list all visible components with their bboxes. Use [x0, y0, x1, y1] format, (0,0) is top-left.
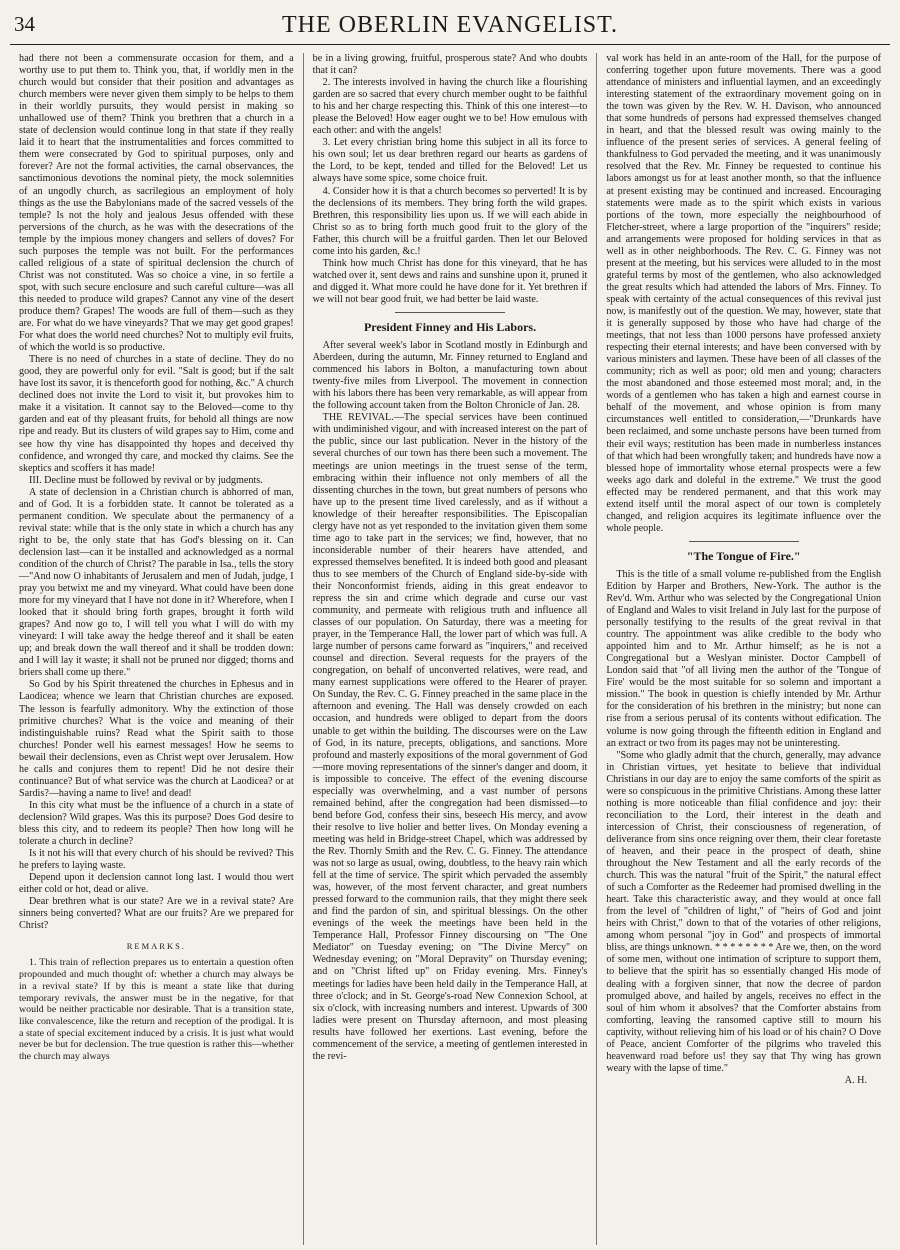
- paragraph: Think how much Christ has done for this vineyard, that he has watched over it, sent dews and rains and sunshine upon it, pruned it and digged it. What more could he have done for it. Yet brethren if we will not bear good fruit, we had better be laid waste.: [312, 257, 588, 305]
- signature: A. H.: [844, 1074, 868, 1086]
- masthead: [10, 6, 890, 45]
- paragraph: A state of declension in a Christian church is abhorred of man, and of God. It is a forbidden state. It cannot be tolerated as a permanent condition. We speculate about the permanency of a revival state: while that is the only state in which a church has any right to be, the only state that has God's blessing on it. Can declension last—can it be installed and acknowledged as a normal condition of the church of Christ? The parable in Isa., tells the story—"And now O inhabitants of Jerusalem and men of Judah, judge, I pray you betwixt me and my vineyard. What could have been done more for my vineyard that I have not done in it? Wherefore, when I looked that it should bring forth grapes, brought it forth wild grapes? And now go to, I will tell you what I will do with my vineyard: I will take away the hedge thereof and it shall be eaten up; and break down the wall thereof and it shall be trodden down: and I will lay it waste; it shall not be pruned nor digged; thorns and briers shall come up there.": [19, 486, 294, 679]
- columns: [10, 53, 890, 1245]
- column-left: [10, 53, 303, 1245]
- paragraph: This is the title of a small volume re-published from the English Edition by Harper and Brothers, New-York. The author is the Rev'd. Wm. Arthur who was selected by the Congregational Union of England and Wales to visit Ireland in July last for the purpose of personally testifying to the results of the great revival in that country. The appointment was alike credible to the body who appointed him and to Mr. Arthur himself; as he is not a Congregational but a Weslyan minister. Doctor Campbell of London said that "of all living men the author of the 'Tongue of Fire' would be the most suitable for so solemn and important a mission." The book in question is chiefly intended by Mr. Arthur for the consideration of his brethren in the ministry; but none can rise from a serious perusal of its contents without edification. The volume is now going through the fifteenth edition in England and an extract or two from its pages may not be uninteresting.: [606, 568, 882, 749]
- paragraph: After several week's labor in Scotland mostly in Edinburgh and Aberdeen, during the autumn, Mr. Finney returned to England and commenced his labors in Bolton, a manufacturing town about twenty-five miles from Liverpool. The movement in connection with his labors there has been very remarkable, as will appear from the following account taken from the Bolton Chronicle of Jan. 28.: [312, 340, 588, 412]
- article-heading: "The Tongue of Fire.": [686, 548, 801, 563]
- paragraph: had there not been a commensurate occasion for them, and a worthy use to put them to. Think you, that, if worldly men in the church would but consider that their position and advantages as church members were never given them simply to be helps to them in their worldly pursuits, they would persist in making so unhallowed use of them? Think you brethren that a church in a state of declension would continue long in that state if they really laid it to heart that the instrumentalities and forces committed to them were consecrated by God to spiritual purposes, only and forever? Are not the formal activities, the carnal observances, the sanctimonious devotions the nominal piety, the mock solemnities of an ungodly church, as sacrilegious an employment of holy things as the use the Babylonians made of the sacred vessels of the temple? Is not the holy and jealous Jesus offended with these perversions of the church, as he was with the desecrations of the temple by the impious money changers and sellers of doves? For such purposes the temple was not built. For the performances called religious of a state of spiritual declension the church of Christ was not constituted. Was so choice a vine, in so fertile a spot, with such secure enclosure and such careful culture—was all this needed to produce wild grapes? Cannot any vine of the desert produce them? Grapes! The woods are full of them—such as they are. For what do we have vineyards? That we may get good grapes! For what does the world need churches? Not to multiply evil fruits, of which the world is so productive.: [19, 53, 294, 354]
- paragraph: Depend upon it declension cannot long last. I would thou wert either cold or hot, dead or alive.: [19, 872, 294, 896]
- paragraph: 3. Let every christian bring home this subject in all its force to his own soul; let us dear brethren regard our hearts as gardens of the Lord, to be kept, tended and tilled for the Beloved! Let us always have some spice, some choice fruit.: [312, 137, 588, 185]
- divider: [689, 541, 799, 542]
- article-heading: President Finney and His Labors.: [363, 319, 537, 334]
- paragraph: 4. Consider how it is that a church becomes so perverted! It is by the declensions of its members. They bring forth the wild grapes. Brethren, this responsibility lies upon us. If we will each abide in Christ so as to bring forth much good fruit to the glory of the Father, this church will be a fruitful garden. Then let our Beloved come into his garden, &c.!: [312, 185, 588, 257]
- paragraph: There is no need of churches in a state of decline. They do no good, they are powerful only for evil. "Salt is good; but if the salt have lost its savor, it is thenceforth good for nothing, &c." A church declined does not invite the Lord to visit it, but provokes him to make it a visitation. It cannot say to the Beloved—come to thy garden and eat of thy pleasant fruits, for behold all things are now ripe and ready. But its clusters of wild grapes say to Him, come and see how thy vine has disappointed thy hopes and deceived thy confidence, and wronged thy care, and mocked thy claims. See the skeptics and scoffers it has made!: [19, 354, 294, 474]
- newspaper-title: THE OBERLIN EVANGELIST.: [281, 12, 619, 38]
- section-subheading: REMARKS.: [126, 941, 186, 952]
- paragraph: Is it not his will that every church of his should be revived? This he prefers to laying waste.: [19, 848, 294, 872]
- paragraph: THE REVIVAL.—The special services have been continued with undiminished vigour, and with increased interest on the part of the public, since our last publication. Never in the history of the several churches of our town has there been such a movement. The meetings are union meetings in the truest sense of the term, embracing within their influence not only members of all the dissenting churches in the town, but great numbers of persons who have up to the present time lived carelessly, and as if without a knowledge of their hereafter responsibilities. The Episcopalian clergy have not as yet responded to the invitation given them some time ago to take part in the services; we find, however, that no inconsiderable number of their hearers have attended, and expressed themselves benefited. It is indeed both good and pleasant thus to see members of the Church of England side-by-side with their Nonconformist friends, aiding in this great endeavor to repress the sin and crime which degrade and curse our vast community, and permeate with religious truth and influence all classes of our population. On Saturday, there was a meeting for prayer, in the Temperance Hall, the lower part of which was full. A large number of persons came forward as "inquirers," and received counsel and direction. Several requests for the prayers of the congregation, on behalf of unconverted relatives, were read, and many earnest supplications were offered to the Hearer of prayer. On Sunday, the Rev. C. G. Finney preached in the same place in the afternoon and evening. The Hall was densely crowded on each occasion, and hundreds were obliged to depart from the doors unable to get within the building. The discourses were on the Law of God, in its nature, precepts, obligations, and sanctions. More profound and masterly expositions of the moral government of God—more moving representations of the sinner's danger and doom, it is impossible to conceive. The effect of the evening discourse especially was overwhelming, and a vast number of persons remained behind, after the congregation had been dismissed—to bend before God, confess their sins, beseech His mercy, and avow their resolve to live holier and better lives. On Monday evening a meeting was held in Bridge-street Chapel, which was addressed by the Rev. Thornly Smith and the Rev. C. G. Finney. The attendance was not so large as usual, owing, doubtless, to the heavy rain which fell at the time of service. The spirit which pervaded the assembly was, however, of the most fervent character, and great numbers pressed forward to the communion rails, that they might there seek and find the pardon of sin, and spiritual blessings. On the other evenings of the week the meetings have been held in the Temperance Hall, Professor Finney discoursing on "The One Mediator" on Tuesday evening; on "The Divine Mercy" on Wednesday evening; on "Moral Depravity" on Thursday evening; and on "Christ lifted up" on Friday evening. Mrs. Finney's meetings for ladies have been held daily in the Temperance Hall, at three o'clock; and in St. George's-road New Connexion School, at six o'clock, with increasing numbers and interest. Upwards of 300 ladies were present on Thursday afternoon, and most pleasing results have followed her exertions. Last evening, before the commencement of the service, a meeting of gentlemen interested in the revi-: [312, 412, 588, 1062]
- paragraph: 2. The interests involved in having the church like a flourishing garden are so sacred that every church member ought to be faithful to his and her charge respecting this. Think of this one interest—to please the Beloved! How eager ought we to be! How emulous with each other: and with the angels!: [312, 77, 588, 137]
- divider: [395, 312, 505, 313]
- paragraph: val work has held in an ante-room of the Hall, for the purpose of conferring together upon future movements. There was a good attendance of ministers and influential laymen, and an exceedingly interesting statement of the extraordinary movement going on in the town was given by the Rev. W. H. Davison, who announced that some hundreds of persons had expressed themselves changed in heart, and that the blessed result was owing mainly to the influence of the present series of services. A general feeling of thankfulness to God pervaded the meeting, and it was unanimously resolved that the Rev. Mr. Finney be requested to continue his labors amongst us for at least another month, so that the influence at present existing may be continued and increased. Encouraging statements were made as to the spirit which exists in various portions of the town, more especially the neighbourhood of Fletcher-street, where a large proportion of the "inquirers" reside; and arrangements were proposed for holding services in that as well as in other neighborhoods. The Rev. C. G. Finney was not present at the meeting, but his services were alluded to in the most grateful terms by most of the gentlemen, who also acknowledged the great results which had attended the labors of Mrs. Finney. To speak with certainty of the actual consequences of this revival just now, is manifestly out of the question. We may, however, state that it is generally supposed by those who have had charge of the meetings, that not less than 1000 persons have professed anxiety respecting their eternal interests; and have been conversed with by various ministers and laymen. These have been of all classes of the community; rich as well as poor; old men and young; characters the most abandoned and those esteemed most moral; and, in the words of a gentlemen who has taken a high and earnest course in behalf of the movement, and whose opinion is from many circumstances well entitled to consideration,—"Drunkards have been reclaimed, and some unchaste persons have been turned from their evil ways; restitution has been made in numberless instances of that which had been wrongfully taken; and hundreds have now a blessed hope of immortality whose eternal prospects were a few weeks ago dark and doleful in the extreme." We trust the good effected may be rendered permanent, and that this work may extend itself until the moral aspect of our town is completely changed, and religion acquires its legitimate influence over the whole people.: [606, 53, 882, 534]
- paragraph: "Some who gladly admit that the church, generally, may advance in Christian virtues, yet hesitate to believe that individual Christians in our day are to enjoy the same comforts of the spirit as were so conspicuous in the primitive Christians. Among these latter nothing is more noticeable than filial confidence and joy: their reconciliation to the Lord, their interest in the death and intercession of Christ, their consciousness of regeneration, of deliverance from sins once reigning over them, their clear foretaste of heaven, and their peace in the prospect of death, shine throughout the New Testament and all the early records of the church. This was the natural "fruit of the Spirit," the natural effect of such a Comforter as the Redeemer had promised dwelling in the heart. Take this characteristic away, and they would at once fall from the level of "children of light," of "heirs of God and joint heirs with Christ," down to that of the votaries of other religions, among whom personal "joy in God" and prospects of immortal bliss, are things unknown. * * * * * * * * Are we, then, on the word of some men, without one intimation of scripture to support them, to believe that the spirit has so essentially changed His mode of dealing with a forgiven sinner, that now the decree of pardon promulged above, and hailed by angels, receives no effect in the soul of him whom it absolves? that the Comforter abstains from comforting, leaving the ransomed captive still to mourn his captivity, without relieving him of his load or of his chain? O Dove of Peace, ancient Comforter of the pilgrims who traveled this heavenward road before us! they say that Thy wing has grown weary with the lapse of time.": [606, 749, 882, 1074]
- paragraph: So God by his Spirit threatened the churches in Ephesus and in Laodicea; whence we learn that Christian churches are exposed. The lesson is fearfully admonitory. Why the extinction of those primitive churches? What is the voice and meaning of their indistinguishable ruins? Read what the Spirit saith to those churches! Ponder well his earnest messages! How he seems to bewail their declensions, even as Christ wept over Jerusalem. How he calls and conjures them to repent! Did he not desire their continuance? But of what service was the church at Laodicea? or at Sardis?—having a name to live! and dead!: [19, 679, 294, 799]
- paragraph: III. Decline must be followed by revival or by judgments.: [29, 474, 263, 486]
- paragraph: In this city what must be the influence of a church in a state of declension? Wild grapes. Was this its purpose? Does God desire to bless this city, and to redeem its people? Then how long will he tolerate a church in decline?: [19, 799, 294, 848]
- paragraph: be in a living growing, fruitful, prosperous state? And who doubts that it can?: [312, 53, 588, 77]
- page-number: 34: [14, 12, 35, 36]
- column-middle: [303, 53, 597, 1245]
- column-right: [596, 53, 890, 1245]
- paragraph: 1. This train of reflection prepares us to entertain a question often propounded and much thought of: whether a church may always be in a revival state? If by this is meant a state like that during temporary revivals, the answer must be in the negative, for that would be neither practicable nor desirable. That is a transition state, like convalescence, like the return and reception of the prodigal. It is a state of special excitement induced by a crisis. It is just what would never be but for declension. The true question is rather this—whether the church may always: [19, 957, 294, 1063]
- paragraph: Dear brethren what is our state? Are we in a revival state? Are sinners being converted? What are our fruits? Are we prepared for Christ?: [19, 896, 294, 932]
